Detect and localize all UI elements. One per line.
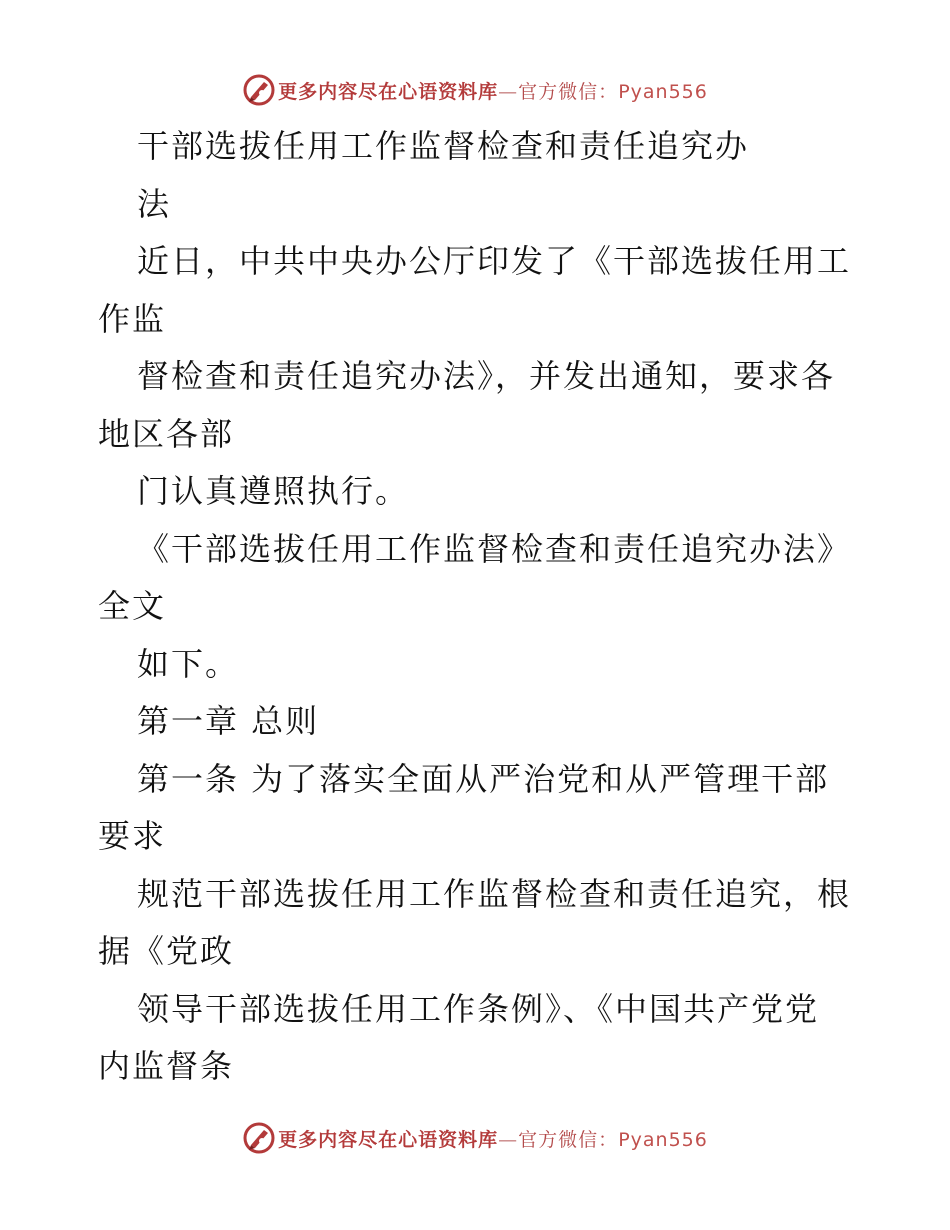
text-line: 近日，中共中央办公厅印发了《干部选拔任用工 — [137, 242, 852, 280]
text-line: 领导干部选拔任用工作条例》、《中国共产党党 — [137, 989, 820, 1028]
text-line: 地区各部 — [98, 414, 235, 453]
watermark-text — [278, 1125, 708, 1152]
text-line: 门认真遵照执行。 — [137, 472, 410, 510]
watermark-site: 更多内容尽在心语资料库 — [278, 1128, 499, 1151]
article-line: 第一条 为了落实全面从严治党和从严管理干部 — [137, 759, 830, 798]
watermark-wechat-label: 官方微信： — [518, 80, 619, 103]
watermark-wechat-label: 官方微信： — [518, 1128, 619, 1151]
watermark-sep: — — [498, 1128, 519, 1151]
text-line: 作监 — [98, 299, 167, 338]
text-line: 《干部选拔任用工作监督检查和责任追究办法》 — [137, 529, 852, 568]
pen-logo-icon — [242, 73, 276, 107]
text-line: 督检查和责任追究办法》，并发出通知，要求各 — [137, 357, 836, 395]
footer-watermark — [0, 1118, 950, 1158]
watermark-site: 更多内容尽在心语资料库 — [278, 80, 499, 103]
doc-title-line-1: 干部选拔任用工作监督检查和责任追究办 — [137, 127, 750, 165]
watermark-wechat-id: Pyan556 — [618, 80, 708, 103]
text-line: 据《党政 — [98, 932, 235, 970]
pen-logo-icon — [242, 1121, 276, 1155]
text-line: 要求 — [98, 817, 167, 855]
header-watermark — [0, 70, 950, 110]
text-line: 如下。 — [137, 644, 240, 683]
chapter-heading: 第一章 总则 — [137, 702, 320, 740]
watermark-text — [278, 77, 708, 104]
text-line: 全文 — [98, 587, 167, 625]
doc-title-line-2: 法 — [137, 184, 172, 223]
document-body — [98, 118, 858, 1096]
text-line: 规范干部选拔任用工作监督检查和责任追究，根 — [137, 874, 852, 913]
watermark-wechat-id: Pyan556 — [618, 1128, 708, 1151]
text-line: 内监督条 — [98, 1047, 235, 1085]
watermark-sep: — — [498, 80, 519, 103]
